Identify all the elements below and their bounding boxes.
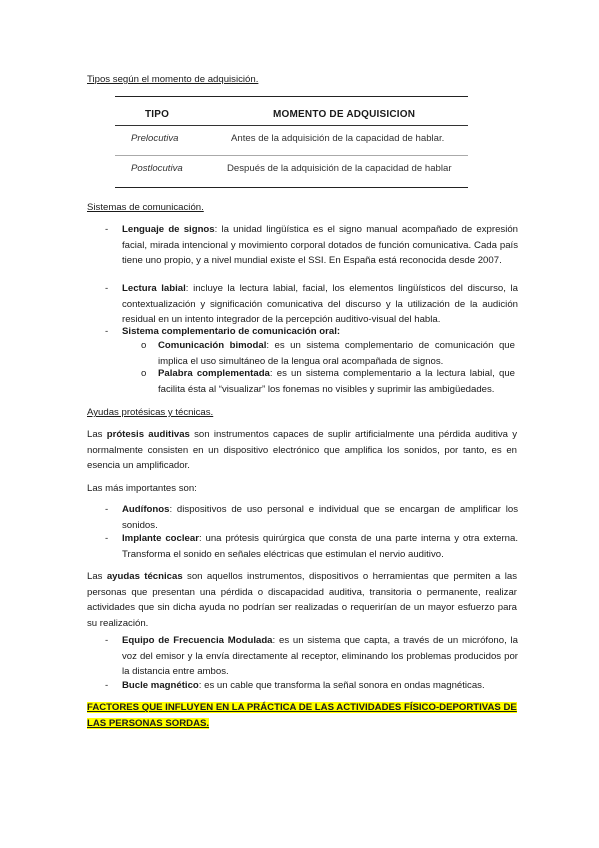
paragraph-text: son instrumentos capaces de suplir artificialmente una pérdida auditiva y normalmente consisten en un dispositivo electrónico que amplifica los sonidos, por tanto, es en esencia un amplificador. bbox=[87, 429, 518, 472]
bullet-text: : incluye la lectura labial, facial, los elementos lingüísticos del discurso, la contextualización y significación comunicativa del discurso y la utilización de la audición residual en un intento integrador de la percepción auditivo-visual del habla. bbox=[122, 283, 518, 326]
table-cell-tipo: Prelocutiva bbox=[131, 133, 179, 144]
list-item bbox=[105, 633, 519, 679]
list-item bbox=[105, 222, 519, 280]
bullet-text: : es un sistema complementario de comunicación que implica el uso simultáneo de la lengua oral acompañada de signos. bbox=[158, 340, 515, 367]
bullet-term: Lenguaje de signos bbox=[122, 224, 215, 235]
bullet-text: : bbox=[336, 326, 341, 337]
table-cell-momento: Después de la adquisición de la capacidad de hablar bbox=[227, 163, 452, 174]
table-row-divider bbox=[115, 155, 468, 156]
bullet-text: : la unidad lingüística es el signo manual acompañado de expresión facial, mirada intencional y movimiento corporal dotados de función comunicativa. Cada país tiene uno propio, y a nivel mundial existe el SSI. En España está reconocida desde 2007. bbox=[122, 224, 519, 267]
bullet-dash: - bbox=[105, 533, 109, 544]
bullet-dash: - bbox=[105, 326, 109, 337]
bullet-term: Sistema complementario de comunicación oral bbox=[122, 326, 337, 337]
paragraph-text: Las bbox=[87, 571, 107, 582]
bullet-dash: - bbox=[105, 635, 109, 646]
list-item bbox=[105, 531, 518, 561]
table-header-momento: MOMENTO DE ADQUISICION bbox=[273, 109, 416, 120]
bullet-dash: - bbox=[105, 680, 109, 691]
adquisicion-table bbox=[115, 96, 468, 188]
bullet-term: Comunicación bimodal bbox=[158, 340, 267, 351]
bullet-circle: o bbox=[141, 368, 147, 379]
bullet-text: : es un cable que transforma la señal sonora en ondas magnéticas. bbox=[198, 680, 485, 691]
bullet-term: Equipo de Frecuencia Modulada bbox=[122, 635, 273, 646]
bullet-text: : es un sistema que capta, a través de un micrófono, la voz del emisor y la envía directamente al receptor, eliminando los problemas producidos por la distancia entre ambos. bbox=[122, 635, 519, 678]
bullet-term: Implante coclear bbox=[122, 533, 199, 544]
paragraph-term: ayudas técnicas bbox=[106, 571, 183, 582]
bullet-term: Bucle magnético bbox=[122, 680, 199, 691]
bullet-term: Lectura labial bbox=[122, 283, 186, 294]
table-cell-tipo: Postlocutiva bbox=[131, 163, 183, 174]
bullet-term: Palabra complementada bbox=[158, 368, 270, 379]
section-title-tipos: Tipos según el momento de adquisición. bbox=[87, 74, 259, 85]
paragraph-mas-importantes: Las más importantes son: bbox=[87, 483, 197, 494]
table-cell-momento: Antes de la adquisición de la capacidad de hablar. bbox=[231, 133, 445, 144]
paragraph-protesis bbox=[87, 427, 517, 474]
bullet-dash: - bbox=[105, 224, 109, 235]
list-item bbox=[105, 678, 515, 694]
paragraph-term: prótesis auditivas bbox=[106, 429, 190, 440]
list-item bbox=[105, 502, 518, 532]
bullet-circle: o bbox=[141, 340, 147, 351]
sub-list-item bbox=[141, 366, 515, 396]
bullet-text: : dispositivos de uso personal e individual que se encargan de amplificar los sonidos. bbox=[122, 504, 518, 531]
paragraph-text: son aquellos instrumentos, dispositivos o herramientas que permiten a las personas que presentan una pérdida o discapacidad auditiva, transitoria o permanente, realizar actividades que sin dicha ayuda no podrían ser realizadas o requerirían de un mayor esfuerzo para su realización. bbox=[87, 571, 517, 629]
section-title-sistemas: Sistemas de comunicación. bbox=[87, 202, 204, 213]
paragraph-ayudas-tecnicas bbox=[87, 569, 517, 631]
bullet-text: : es un sistema complementario a la lectura labial, que facilita ésta al “visualizar” los fonemas no visibles y suprimir las ambigüedades. bbox=[158, 368, 515, 395]
heading-factores: FACTORES QUE INFLUYEN EN LA PRÁCTICA DE LAS ACTIVIDADES FÍSICO-DEPORTIVAS DE LAS PERSONAS SORDAS. bbox=[87, 702, 517, 729]
list-item bbox=[105, 281, 518, 326]
sub-list-item bbox=[141, 338, 515, 368]
section-title-ayudas: Ayudas protésicas y técnicas. bbox=[87, 407, 214, 418]
bullet-dash: - bbox=[105, 504, 109, 515]
table-header-divider bbox=[115, 125, 468, 126]
bullet-dash: - bbox=[105, 283, 109, 294]
paragraph-text: Las bbox=[87, 429, 107, 440]
table-header-tipo: TIPO bbox=[145, 109, 170, 120]
bullet-term: Audífonos bbox=[122, 504, 170, 515]
highlighted-heading bbox=[87, 700, 517, 731]
bullet-text: : una prótesis quirúrgica que consta de una parte interna y otra externa. Transforma el sonido en señales eléctricas que estimulan el nervio auditivo. bbox=[122, 533, 518, 560]
